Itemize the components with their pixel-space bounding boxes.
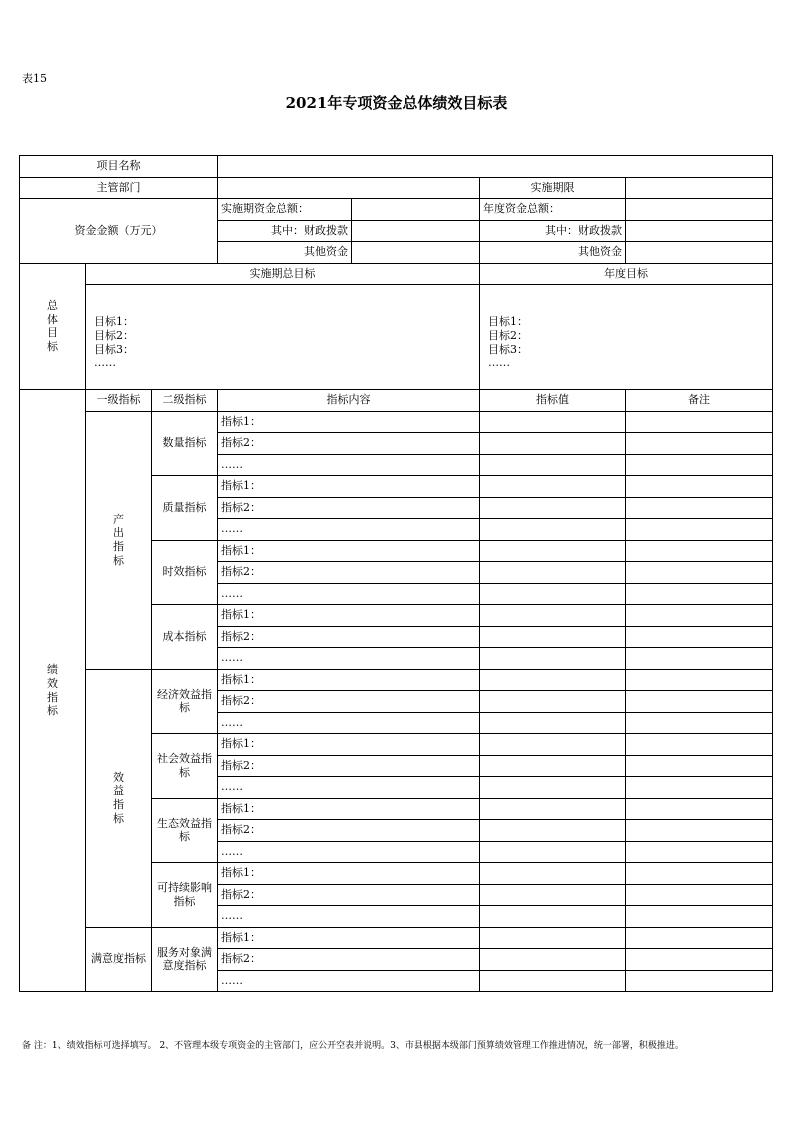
remark-cell xyxy=(626,712,773,734)
indicator-cell: 指标2： xyxy=(218,820,480,842)
value-cell xyxy=(480,906,626,928)
indicator-cell: 指标2： xyxy=(218,949,480,971)
indicators-section: 绩效指标 xyxy=(20,390,86,992)
annual-other-label: 其他资金 xyxy=(480,242,626,264)
indicator-cell: 指标2： xyxy=(218,691,480,713)
value-cell xyxy=(480,691,626,713)
indicator-cell: 指标1： xyxy=(218,927,480,949)
remark-cell xyxy=(626,497,773,519)
remark-cell xyxy=(626,540,773,562)
level2-quantity: 数量指标 xyxy=(152,411,218,476)
indicator-cell: …… xyxy=(218,519,480,541)
annual-goal-list xyxy=(480,285,773,390)
indicator-cell: …… xyxy=(218,970,480,992)
remark-cell xyxy=(626,820,773,842)
annual-other-value xyxy=(626,242,773,264)
indicator-cell: 指标2： xyxy=(218,433,480,455)
remark-cell xyxy=(626,691,773,713)
indicator-cell: 指标1： xyxy=(218,798,480,820)
level2-sustainable: 可持续影响指标 xyxy=(152,863,218,928)
period-goal-header: 实施期总目标 xyxy=(86,263,480,285)
period-goal-list xyxy=(86,285,480,390)
remark-cell xyxy=(626,777,773,799)
indicator-cell: …… xyxy=(218,841,480,863)
level1-satisfaction: 满意度指标 xyxy=(86,927,152,992)
period-goal-item: 目标1： xyxy=(94,315,134,328)
annual-fiscal-value xyxy=(626,220,773,242)
value-cell xyxy=(480,755,626,777)
level2-cost: 成本指标 xyxy=(152,605,218,670)
remark-cell xyxy=(626,798,773,820)
value-cell xyxy=(480,927,626,949)
period-fiscal-label: 其中：财政拨款 xyxy=(218,220,352,242)
period-other-value xyxy=(352,242,480,264)
value-cell xyxy=(480,884,626,906)
value-cell xyxy=(480,669,626,691)
remark-cell xyxy=(626,519,773,541)
level1-benefit: 效益指标 xyxy=(86,669,152,927)
indicator-cell: 指标2： xyxy=(218,626,480,648)
value-cell xyxy=(480,476,626,498)
level2-service-satisfaction: 服务对象满意度指标 xyxy=(152,927,218,992)
indicator-cell: …… xyxy=(218,906,480,928)
period-goal-item: 目标3： xyxy=(94,342,134,356)
total-funds-value xyxy=(352,199,480,221)
performance-target-table xyxy=(19,155,773,992)
remark-cell xyxy=(626,949,773,971)
remark-cell xyxy=(626,906,773,928)
level2-ecological: 生态效益指标 xyxy=(152,798,218,863)
value-cell xyxy=(480,605,626,627)
value-cell xyxy=(480,540,626,562)
indicator-cell: …… xyxy=(218,648,480,670)
funds-label: 资金金额（万元） xyxy=(20,199,218,264)
dept-value xyxy=(218,177,480,199)
remark-cell xyxy=(626,927,773,949)
value-cell xyxy=(480,519,626,541)
indicator-cell: …… xyxy=(218,454,480,476)
value-cell xyxy=(480,454,626,476)
indicator-cell: 指标1： xyxy=(218,863,480,885)
value-cell xyxy=(480,433,626,455)
level2-quality: 质量指标 xyxy=(152,476,218,541)
value-cell xyxy=(480,734,626,756)
remark-cell xyxy=(626,841,773,863)
value-cell xyxy=(480,411,626,433)
remark-cell xyxy=(626,648,773,670)
period-goal-item: 目标2： xyxy=(94,328,134,342)
dept-label: 主管部门 xyxy=(20,177,218,199)
annual-funds-value xyxy=(626,199,773,221)
annual-funds-label: 年度资金总额： xyxy=(480,199,626,221)
value-cell xyxy=(480,626,626,648)
value-cell xyxy=(480,583,626,605)
remark-cell xyxy=(626,884,773,906)
indicator-cell: 指标1： xyxy=(218,734,480,756)
indicator-cell: 指标1： xyxy=(218,605,480,627)
period-value xyxy=(626,177,773,199)
indicator-cell: 指标1： xyxy=(218,669,480,691)
value-cell xyxy=(480,497,626,519)
total-funds-label: 实施期资金总额： xyxy=(218,199,352,221)
value-cell xyxy=(480,777,626,799)
col-value-header: 指标值 xyxy=(480,390,626,412)
annual-goal-item: 目标1： xyxy=(488,315,528,328)
indicator-cell: 指标1： xyxy=(218,476,480,498)
col-level2-header: 二级指标 xyxy=(152,390,218,412)
remark-cell xyxy=(626,626,773,648)
value-cell xyxy=(480,970,626,992)
remark-cell xyxy=(626,734,773,756)
remark-cell xyxy=(626,433,773,455)
remark-cell xyxy=(626,755,773,777)
remark-cell xyxy=(626,583,773,605)
remark-cell xyxy=(626,669,773,691)
indicator-cell: 指标2： xyxy=(218,562,480,584)
project-name-label: 项目名称 xyxy=(20,156,218,178)
col-remark-header: 备注 xyxy=(626,390,773,412)
col-level1-header: 一级指标 xyxy=(86,390,152,412)
annual-goal-item: 目标3： xyxy=(488,342,528,356)
footnote: 备 注：1、绩效指标可选择填写。 2、不管理本级专项资金的主管部门，应公开空表并说明。3、市县根据本级部门预算绩效管理工作推进情况，统一部署，积极推进。 xyxy=(22,1041,684,1051)
indicator-cell: …… xyxy=(218,583,480,605)
indicator-cell: 指标1： xyxy=(218,411,480,433)
value-cell xyxy=(480,648,626,670)
remark-cell xyxy=(626,605,773,627)
overall-goals-section: 总体目标 xyxy=(20,263,86,390)
value-cell xyxy=(480,798,626,820)
indicator-cell: 指标2： xyxy=(218,884,480,906)
remark-cell xyxy=(626,454,773,476)
annual-fiscal-label: 其中：财政拨款 xyxy=(480,220,626,242)
indicator-cell: 指标2： xyxy=(218,497,480,519)
remark-cell xyxy=(626,411,773,433)
level2-social: 社会效益指标 xyxy=(152,734,218,799)
value-cell xyxy=(480,949,626,971)
remark-cell xyxy=(626,476,773,498)
annual-goal-item: …… xyxy=(488,356,510,370)
level2-economic: 经济效益指标 xyxy=(152,669,218,734)
value-cell xyxy=(480,562,626,584)
level2-timeliness: 时效指标 xyxy=(152,540,218,605)
remark-cell xyxy=(626,970,773,992)
remark-cell xyxy=(626,863,773,885)
col-content-header: 指标内容 xyxy=(218,390,480,412)
value-cell xyxy=(480,820,626,842)
value-cell xyxy=(480,841,626,863)
indicator-cell: 指标1： xyxy=(218,540,480,562)
remark-cell xyxy=(626,562,773,584)
indicator-cell: …… xyxy=(218,712,480,734)
project-name-value xyxy=(218,156,773,178)
indicator-cell: …… xyxy=(218,777,480,799)
period-fiscal-value xyxy=(352,220,480,242)
period-label: 实施期限 xyxy=(480,177,626,199)
table-number: 表15 xyxy=(22,72,47,85)
period-goal-item: …… xyxy=(94,356,116,370)
indicator-cell: 指标2： xyxy=(218,755,480,777)
level1-output: 产出指标 xyxy=(86,411,152,669)
period-other-label: 其他资金 xyxy=(218,242,352,264)
page-title: 2021年专项资金总体绩效目标表 xyxy=(285,94,508,112)
annual-goal-header: 年度目标 xyxy=(480,263,773,285)
annual-goal-item: 目标2： xyxy=(488,328,528,342)
value-cell xyxy=(480,712,626,734)
value-cell xyxy=(480,863,626,885)
